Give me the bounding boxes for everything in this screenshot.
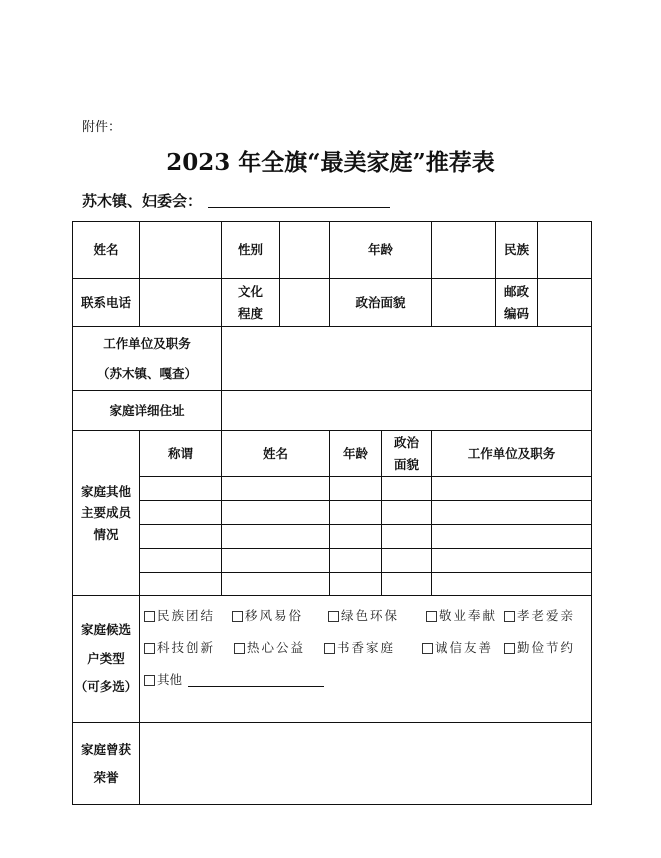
option-label: 热心公益 (247, 640, 306, 656)
member-political-cell[interactable] (382, 549, 432, 573)
option-label: 敬业奉献 (439, 608, 498, 624)
option-label: 科技创新 (157, 640, 216, 656)
checkbox-icon[interactable] (144, 643, 155, 654)
address-label: 家庭详细住址 (73, 391, 222, 431)
recommendation-form-table (72, 221, 592, 805)
family-members-label-line3: 情况 (93, 526, 119, 542)
member-age-cell[interactable] (330, 549, 382, 573)
gender-field[interactable] (280, 222, 330, 279)
education-field[interactable] (280, 279, 330, 327)
family-type-options (140, 596, 592, 723)
org-label: 苏木镇、妇委会： (82, 192, 203, 210)
political-field[interactable] (432, 279, 496, 327)
family-type-label-line2: 户类型 (87, 650, 125, 666)
other-blank-line[interactable] (188, 674, 324, 687)
option-scholarly-family[interactable] (324, 637, 422, 658)
work-unit-field[interactable] (222, 327, 592, 391)
option-label: 移风易俗 (245, 608, 304, 624)
member-political-cell[interactable] (382, 477, 432, 501)
member-age-cell[interactable] (330, 477, 382, 501)
member-work-cell[interactable] (432, 573, 592, 596)
option-label: 诚信友善 (435, 640, 494, 656)
option-label: 绿色环保 (341, 608, 400, 624)
postcode-label (496, 279, 538, 327)
member-name-cell[interactable] (222, 477, 330, 501)
col-age-header: 年龄 (330, 431, 382, 477)
postcode-label-line2: 编码 (504, 305, 530, 321)
phone-field[interactable] (140, 279, 222, 327)
option-label: 书香家庭 (337, 640, 396, 656)
col-relation-header: 称谓 (140, 431, 222, 477)
org-blank-line[interactable] (208, 207, 390, 208)
member-name-cell[interactable] (222, 549, 330, 573)
member-name-cell[interactable] (222, 525, 330, 549)
member-relation-cell[interactable] (140, 573, 222, 596)
family-members-label-line2: 主要成员 (80, 505, 131, 521)
member-relation-cell[interactable] (140, 525, 222, 549)
checkbox-icon[interactable] (144, 611, 155, 622)
member-age-cell[interactable] (330, 501, 382, 525)
checkbox-icon[interactable] (422, 643, 433, 654)
member-name-cell[interactable] (222, 501, 330, 525)
member-work-cell[interactable] (432, 549, 592, 573)
option-label: 孝老爱亲 (517, 608, 576, 624)
col-political-header-line1: 政治 (394, 435, 420, 451)
member-work-cell[interactable] (432, 525, 592, 549)
honors-field[interactable] (140, 723, 592, 805)
option-filial-piety[interactable] (504, 605, 575, 626)
checkbox-icon[interactable] (324, 643, 335, 654)
checkbox-icon[interactable] (328, 611, 339, 622)
col-work-header: 工作单位及职务 (432, 431, 592, 477)
option-green-environment[interactable] (328, 605, 426, 626)
col-political-header (382, 431, 432, 477)
checkbox-icon[interactable] (232, 611, 243, 622)
family-type-row-3 (144, 664, 587, 696)
member-political-cell[interactable] (382, 525, 432, 549)
postcode-label-line1: 邮政 (504, 284, 530, 300)
option-other[interactable] (144, 669, 182, 690)
education-label (222, 279, 280, 327)
work-unit-label (73, 327, 222, 391)
ethnicity-label: 民族 (496, 222, 538, 279)
honors-label-line2: 荣誉 (93, 769, 119, 785)
option-customs-reform[interactable] (232, 605, 328, 626)
family-type-label-line1: 家庭候选 (80, 621, 131, 637)
option-tech-innovation[interactable] (144, 637, 234, 658)
member-name-cell[interactable] (222, 573, 330, 596)
family-type-label-line3: （可多选） (74, 679, 138, 695)
phone-label: 联系电话 (73, 279, 140, 327)
member-political-cell[interactable] (382, 501, 432, 525)
member-relation-cell[interactable] (140, 477, 222, 501)
member-relation-cell[interactable] (140, 501, 222, 525)
family-type-row-1 (144, 600, 587, 632)
education-label-line2: 程度 (237, 305, 263, 321)
checkbox-icon[interactable] (504, 611, 515, 622)
member-work-cell[interactable] (432, 477, 592, 501)
member-relation-cell[interactable] (140, 549, 222, 573)
option-public-welfare[interactable] (234, 637, 324, 658)
option-label: 其他 (157, 672, 183, 688)
age-field[interactable] (432, 222, 496, 279)
option-ethnic-unity[interactable] (144, 605, 232, 626)
member-age-cell[interactable] (330, 573, 382, 596)
age-label: 年龄 (330, 222, 432, 279)
name-field[interactable] (140, 222, 222, 279)
checkbox-icon[interactable] (144, 675, 155, 686)
col-political-header-line2: 面貌 (394, 456, 420, 472)
education-label-line1: 文化 (237, 284, 263, 300)
honors-label (73, 723, 140, 805)
option-integrity[interactable] (422, 637, 504, 658)
work-unit-label-line1: 工作单位及职务 (103, 335, 191, 351)
member-age-cell[interactable] (330, 525, 382, 549)
family-type-label (73, 596, 140, 723)
honors-label-line1: 家庭曾获 (80, 742, 131, 757)
political-label: 政治面貌 (330, 279, 432, 327)
member-political-cell[interactable] (382, 573, 432, 596)
family-members-label-line1: 家庭其他 (80, 484, 131, 500)
checkbox-icon[interactable] (426, 611, 437, 622)
family-type-row-2 (144, 632, 587, 664)
postcode-field[interactable] (538, 279, 592, 327)
option-label: 民族团结 (157, 608, 216, 624)
address-field[interactable] (222, 391, 592, 431)
option-thrift[interactable] (504, 637, 575, 658)
gender-label: 性别 (222, 222, 280, 279)
option-dedication[interactable] (426, 605, 504, 626)
member-work-cell[interactable] (432, 501, 592, 525)
family-members-label (73, 431, 140, 596)
checkbox-icon[interactable] (504, 643, 515, 654)
attachment-label: 附件： (82, 120, 122, 135)
checkbox-icon[interactable] (234, 643, 245, 654)
name-label: 姓名 (73, 222, 140, 279)
ethnicity-field[interactable] (538, 222, 592, 279)
work-unit-label-line2: （苏木镇、嘎查） (96, 365, 197, 381)
col-name-header: 姓名 (222, 431, 330, 477)
option-label: 勤俭节约 (517, 640, 576, 656)
page-title: 2023 年全旗“最美家庭”推荐表 (166, 149, 495, 176)
